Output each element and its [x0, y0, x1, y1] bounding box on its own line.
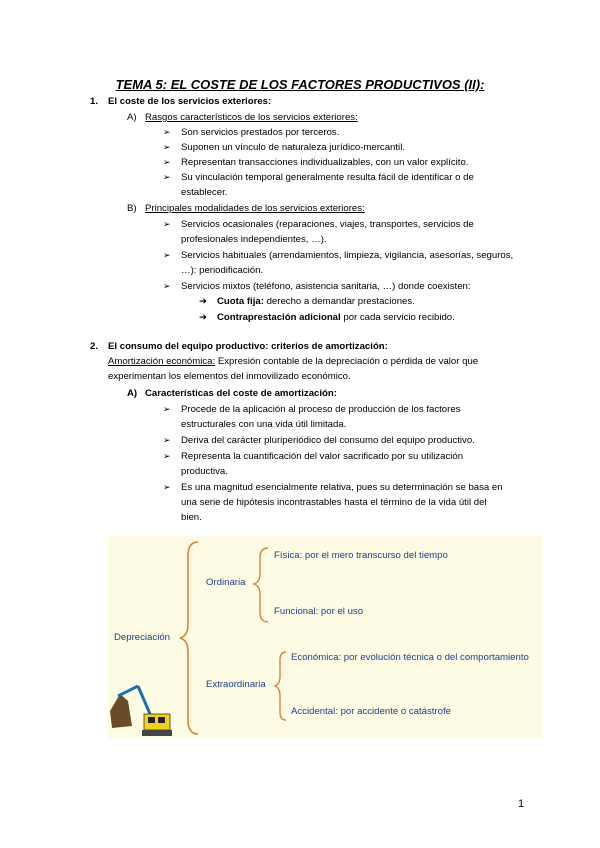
bullet-arrow-icon: ➢ — [163, 157, 171, 167]
list-item: Procede de la aplicación al proceso de producción de los factores — [181, 404, 461, 415]
sub-list-item: Cuota fija: derecho a demandar prestaciones. — [217, 296, 415, 307]
section1-a-heading: Rasgos característicos de los servicios exteriores: — [145, 112, 358, 123]
list-item: Servicios mixtos (teléfono, asistencia sanitaria, …) donde coexisten: — [181, 281, 471, 292]
bullet-arrow-icon: ➢ — [163, 451, 171, 461]
list-item: bien. — [181, 512, 202, 523]
list-item: estructurales con una vida útil limitada. — [181, 419, 347, 430]
diagram-funcional: Funcional: por el uso — [274, 606, 364, 617]
section2-a-letter: A) — [127, 388, 138, 399]
section1-number: 1. — [90, 96, 99, 107]
definition: Amortización económica: Expresión contable de la depreciación o pérdida de valor que — [108, 356, 479, 367]
bullet-arrow-icon: ➢ — [163, 435, 171, 445]
diagram-root: Depreciación — [114, 632, 170, 643]
diagram-extraordinaria: Extraordinaria — [206, 679, 266, 690]
list-item: establecer. — [181, 187, 228, 198]
section2-heading: El consumo del equipo productivo: criterios de amortización: — [108, 341, 388, 352]
list-item: Deriva del carácter pluriperiódico del consumo del equipo productivo. — [181, 435, 475, 446]
bullet-arrow-icon: ➢ — [163, 172, 171, 182]
section1-b-letter: B) — [127, 203, 137, 214]
list-item: Suponen un vínculo de naturaleza jurídico-mercantil. — [181, 142, 405, 153]
page-number: 1 — [518, 798, 525, 810]
excavator-icon — [110, 686, 172, 736]
diagram-ordinaria: Ordinaria — [206, 577, 246, 588]
diagram-accidental: Accidental: por accidente o catástrofe — [291, 706, 451, 717]
sub-list-item: Contraprestación adicional por cada servicio recibido. — [217, 312, 455, 323]
depreciation-diagram — [108, 536, 543, 738]
page-title: TEMA 5: EL COSTE DE LOS FACTORES PRODUCTIVOS (II): — [115, 77, 485, 92]
list-item: Servicios ocasionales (reparaciones, viajes, transportes, servicios de — [181, 219, 474, 230]
list-item: una serie de hipótesis incontrastables hasta el término de la vida útil del — [181, 497, 487, 508]
bullet-arrow-icon: ➢ — [163, 281, 171, 291]
ordinaria-brace — [254, 548, 268, 622]
diagram-fisica: Física: por el mero transcurso del tiempo — [274, 550, 448, 561]
section1-b-heading: Principales modalidades de los servicios exteriores: — [145, 203, 365, 214]
right-arrow-icon: ➔ — [199, 296, 208, 307]
bullet-arrow-icon: ➢ — [163, 250, 171, 260]
section1-a-letter: A) — [127, 112, 137, 123]
list-item: Representan transacciones individualizables, con un valor explícito. — [181, 157, 469, 168]
list-item: profesionales independientes, …). — [181, 234, 327, 245]
section1-heading: El coste de los servicios exteriores: — [108, 96, 272, 107]
list-item: Son servicios prestados por terceros. — [181, 127, 340, 138]
list-item: …): periodificación. — [181, 265, 264, 276]
extraordinaria-brace — [275, 652, 286, 720]
list-item: Su vinculación temporal generalmente resulta fácil de identificar o de — [181, 172, 474, 183]
section2-number: 2. — [90, 341, 99, 352]
list-item: Servicios habituales (arrendamientos, limpieza, vigilancia, asesorías, seguros, — [181, 250, 514, 261]
list-item: productiva. — [181, 466, 228, 477]
bullet-arrow-icon: ➢ — [163, 127, 171, 137]
section2-a-heading: Características del coste de amortización: — [145, 388, 337, 399]
bullet-arrow-icon: ➢ — [163, 482, 171, 492]
right-arrow-icon: ➔ — [199, 312, 208, 323]
list-item: Representa la cuantificación del valor sacrificado por su utilización — [181, 451, 464, 462]
list-item: Es una magnitud esencialmente relativa, pues su determinación se basa en — [181, 482, 503, 493]
bullet-arrow-icon: ➢ — [163, 142, 171, 152]
definition-line2: experimentan los elementos del inmovilizado económico. — [108, 371, 351, 382]
bullet-arrow-icon: ➢ — [163, 219, 171, 229]
main-brace — [180, 542, 198, 734]
diagram-economica: Económica: por evolución técnica o del comportamiento — [291, 652, 529, 663]
bullet-arrow-icon: ➢ — [163, 404, 171, 414]
